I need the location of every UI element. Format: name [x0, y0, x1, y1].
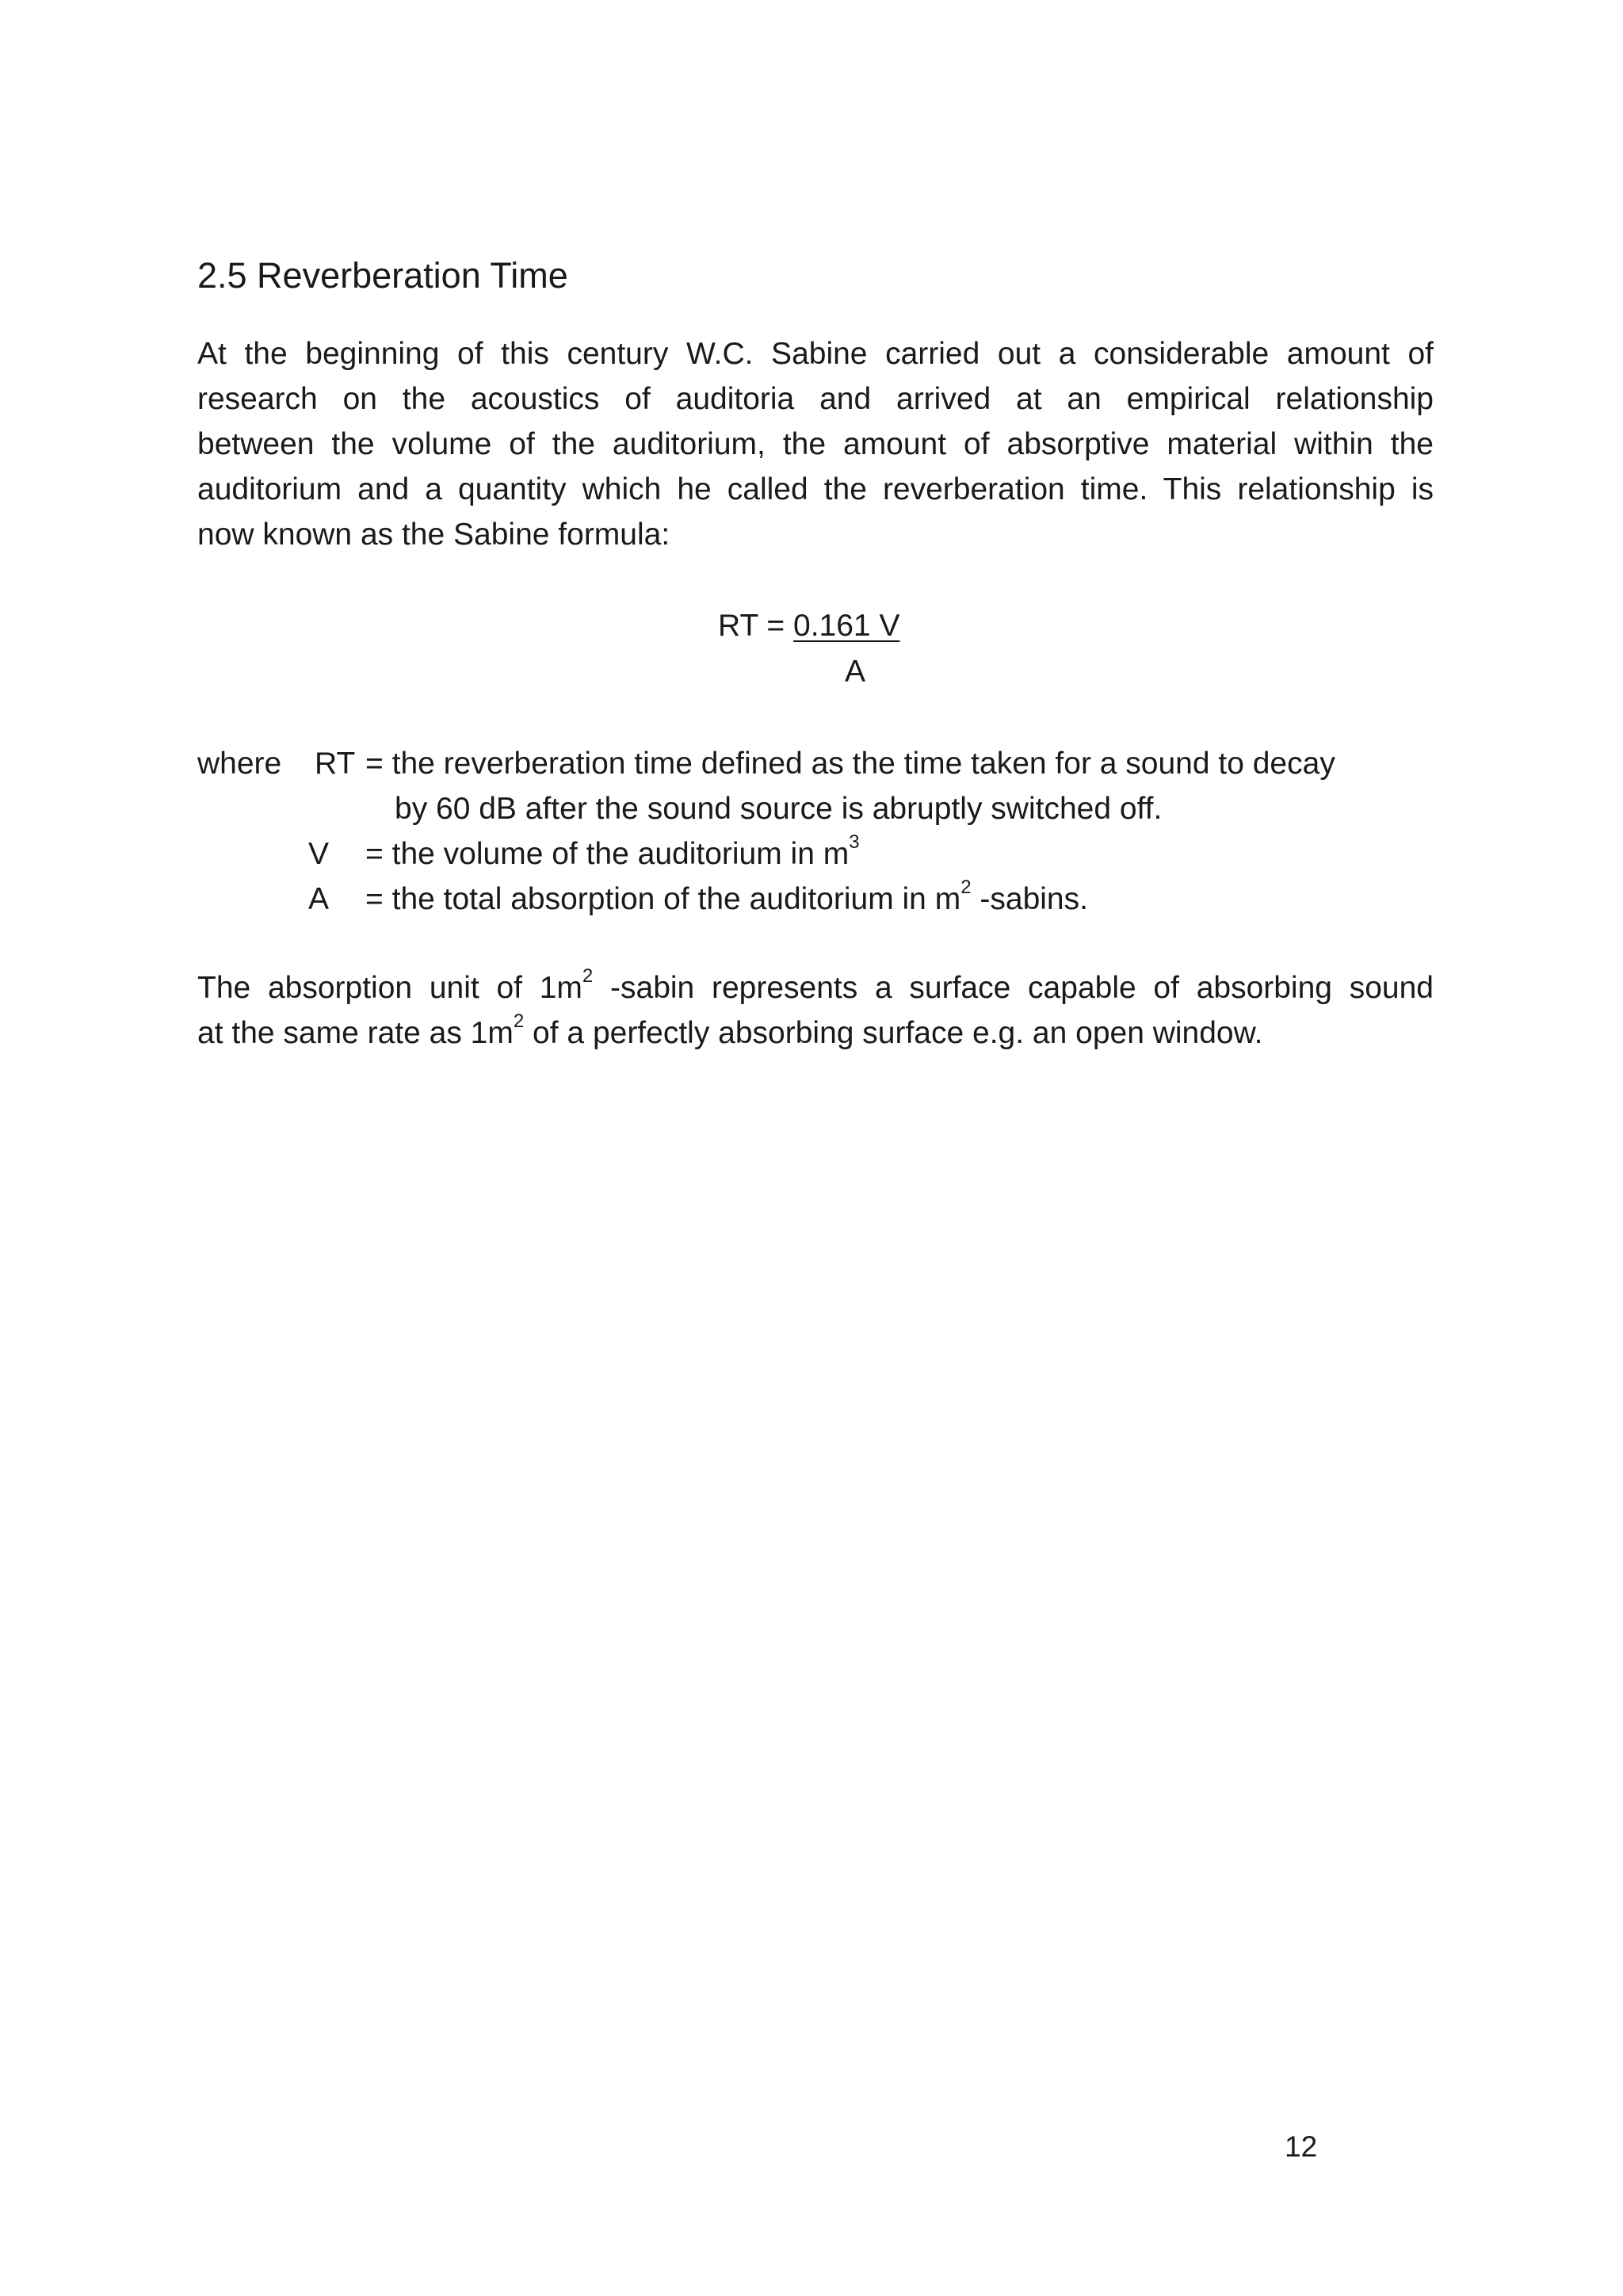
a-symbol: A: [308, 882, 330, 916]
unit-note-text: at the same rate as 1m: [197, 1016, 514, 1050]
rt-definition: = the reverberation time defined as the time taken for a sound to decay: [365, 747, 1335, 781]
unit-note-text: of a perfectly absorbing surface e.g. an open window.: [524, 1016, 1263, 1050]
v-superscript: 3: [849, 831, 860, 853]
v-definition-text: = the volume of the auditorium in m: [365, 837, 850, 871]
rt-symbol: RT: [315, 747, 356, 781]
formula-lhs: RT =: [718, 609, 794, 643]
page-number: 12: [1285, 2130, 1318, 2163]
rt-definition-continued: by 60 dB after the sound source is abruptly switched off.: [395, 792, 1163, 826]
where-label: where: [197, 747, 282, 781]
intro-paragraph: [197, 331, 1434, 557]
intro-line: now known as the Sabine formula:: [197, 518, 670, 552]
a-superscript: 2: [960, 877, 972, 898]
intro-line: At the beginning of this century W.C. Sabine carried out a considerable amount of: [197, 337, 1434, 371]
unit-note-text: The absorption unit of 1m: [197, 971, 582, 1005]
unit-note-superscript: 2: [582, 965, 594, 987]
intro-line: auditorium and a quantity which he called the reverberation time. This relationship is: [197, 472, 1434, 506]
definition-rt-continued: [197, 786, 1465, 831]
intro-line: research on the acoustics of auditoria and arrived at an empirical relationship: [197, 382, 1434, 416]
definition-a: [197, 877, 1465, 922]
unit-note-line: [197, 965, 1434, 1010]
definitions-list: [197, 741, 1465, 922]
unit-note-paragraph: [197, 965, 1434, 1056]
v-definition: [365, 831, 860, 877]
intro-line: between the volume of the auditorium, the amount of absorptive material within the: [197, 427, 1434, 461]
section-heading: 2.5 Reverberation Time: [197, 255, 568, 296]
definition-v: [197, 831, 1465, 877]
formula-numerator: 0.161 V: [793, 609, 900, 643]
a-definition: [365, 877, 1088, 922]
v-symbol: V: [308, 837, 330, 871]
unit-note-superscript: 2: [513, 1010, 525, 1032]
a-definition-text: = the total absorption of the auditorium in m: [365, 882, 961, 916]
unit-note-line: [197, 1010, 1434, 1056]
a-definition-suffix: -sabins.: [971, 882, 1088, 916]
definition-rt: [197, 741, 1465, 786]
unit-note-text: -sabin represents a surface capable of absorbing sound: [593, 971, 1434, 1005]
sabine-formula: [718, 603, 899, 648]
formula-denominator: A: [845, 655, 866, 689]
